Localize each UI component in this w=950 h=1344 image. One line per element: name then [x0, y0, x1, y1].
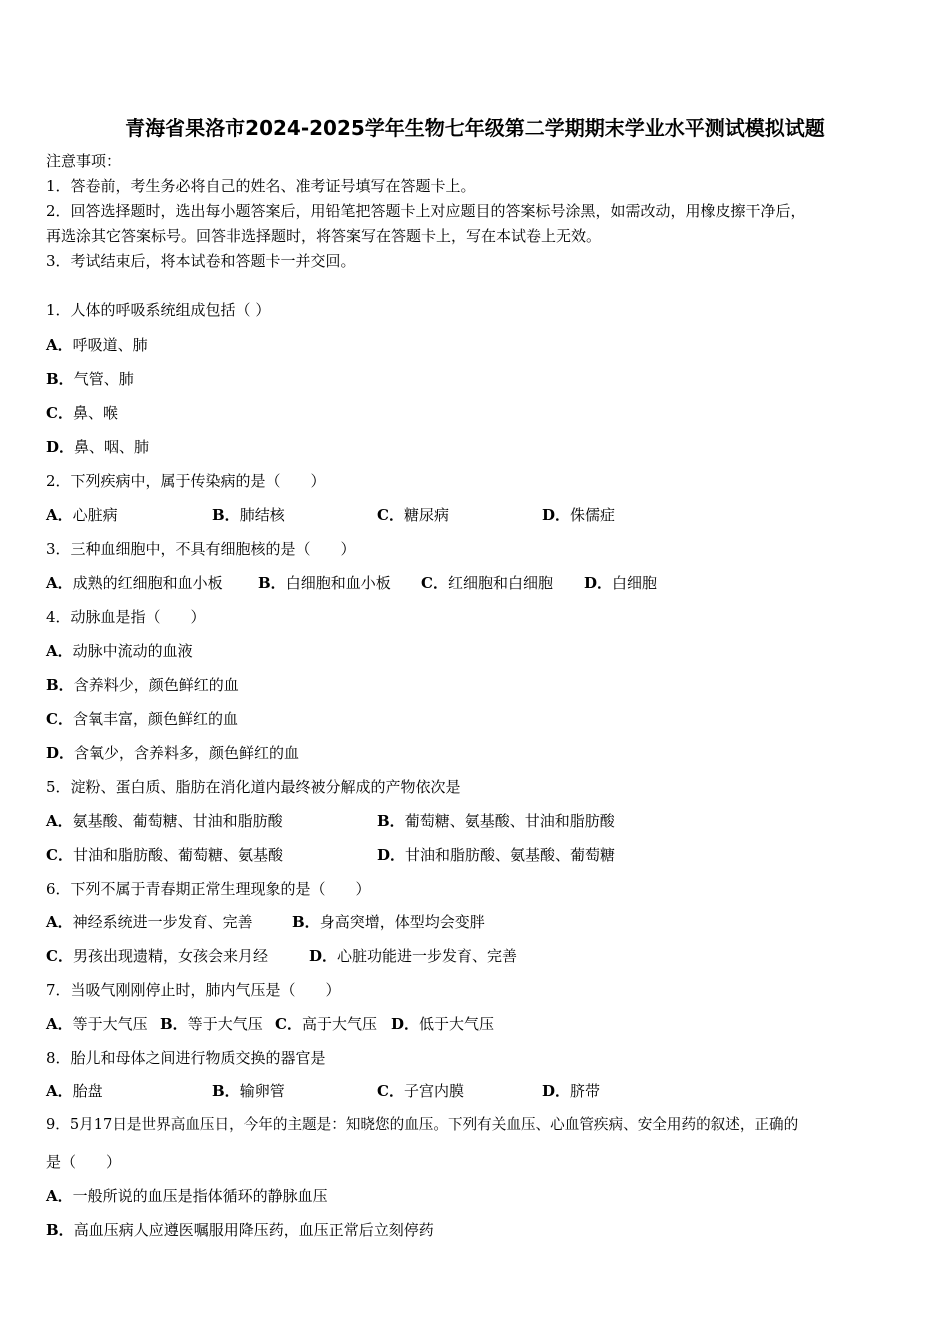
question-stem: 3．三种血细胞中，不具有细胞核的是（ ） [46, 540, 356, 558]
option-label: C． [377, 506, 404, 524]
option-label: C． [275, 1015, 302, 1033]
option-c [421, 574, 553, 592]
question-stem: 7．当吸气刚刚停止时，肺内气压是（ ） [46, 981, 341, 999]
option-text: 红细胞和白细胞 [447, 574, 553, 592]
option-b [46, 370, 134, 388]
option-a [46, 913, 253, 931]
option-c [46, 947, 268, 965]
option-label: C． [421, 574, 448, 592]
option-d [46, 438, 149, 456]
option-label: B． [292, 913, 320, 931]
option-label: B． [46, 1221, 74, 1239]
option-label: C． [46, 404, 73, 422]
option-text: 白细胞和血小板 [285, 574, 391, 592]
option-text: 动脉中流动的血液 [72, 642, 193, 660]
option-b [46, 1221, 434, 1239]
option-c [46, 710, 238, 728]
option-label: D． [542, 1082, 571, 1100]
option-label: A． [46, 812, 73, 830]
option-label: B． [46, 676, 74, 694]
option-text: 氨基酸、葡萄糖、甘油和脂肪酸 [72, 812, 283, 830]
notice-heading: 注意事项： [46, 152, 122, 170]
option-a [46, 574, 223, 592]
option-text: 甘油和脂肪酸、氨基酸、葡萄糖 [405, 846, 616, 864]
option-a [46, 1187, 328, 1205]
option-label: C． [377, 1082, 404, 1100]
option-label: A． [46, 1015, 73, 1033]
option-c [275, 1015, 377, 1033]
option-text: 糖尿病 [403, 506, 449, 524]
option-text: 葡萄糖、氨基酸、甘油和脂肪酸 [404, 812, 615, 830]
option-text: 脐带 [570, 1082, 601, 1100]
notice-item: 2．回答选择题时，选出每小题答案后，用铅笔把答题卡上对应题目的答案标号涂黑，如需改动，用橡皮擦干净后， [46, 202, 806, 220]
option-text: 身高突增，体型均会变胖 [319, 913, 485, 931]
option-label: C． [46, 846, 73, 864]
option-text: 鼻、喉 [72, 404, 118, 422]
option-a [46, 812, 283, 830]
option-text: 含氧丰富，颜色鲜红的血 [72, 710, 238, 728]
option-label: B． [212, 506, 240, 524]
question-stem: 1．人体的呼吸系统组成包括（ ） [46, 301, 271, 319]
option-text: 含氧少，含养料多，颜色鲜红的血 [74, 744, 300, 762]
option-text: 肺结核 [239, 506, 285, 524]
option-d [391, 1015, 494, 1033]
option-a [46, 642, 193, 660]
option-a [46, 506, 118, 524]
option-c [377, 506, 449, 524]
option-label: B． [212, 1082, 240, 1100]
option-label: D． [542, 506, 571, 524]
option-text: 心脏功能进一步发育、完善 [337, 947, 518, 965]
option-label: A． [46, 574, 73, 592]
option-d [584, 574, 657, 592]
option-text: 心脏病 [72, 506, 118, 524]
option-label: A． [46, 1082, 73, 1100]
option-label: A． [46, 1187, 73, 1205]
option-a [46, 1082, 103, 1100]
option-label: D． [309, 947, 338, 965]
option-text: 白细胞 [612, 574, 658, 592]
option-b [377, 812, 615, 830]
option-text: 高血压病人应遵医嘱服用降压药，血压正常后立刻停药 [73, 1221, 434, 1239]
option-a [46, 336, 148, 354]
option-text: 鼻、咽、肺 [74, 438, 150, 456]
option-label: C． [46, 710, 73, 728]
option-text: 低于大气压 [419, 1015, 495, 1033]
option-text: 神经系统进一步发育、完善 [72, 913, 253, 931]
option-label: B． [46, 370, 74, 388]
question-stem-continued: 是（ ） [46, 1153, 122, 1171]
option-b [292, 913, 485, 931]
option-text: 胎盘 [72, 1082, 103, 1100]
notice-item: 3．考试结束后，将本试卷和答题卡一并交回。 [46, 252, 356, 270]
page-title: 青海省果洛市2024-2025学年生物七年级第二学期期末学业水平测试模拟试题 [125, 116, 825, 140]
option-label: A． [46, 642, 73, 660]
option-text: 气管、肺 [73, 370, 134, 388]
question-stem: 5．淀粉、蛋白质、脂肪在消化道内最终被分解成的产物依次是 [46, 778, 461, 796]
option-b [258, 574, 391, 592]
option-label: D． [377, 846, 406, 864]
option-b [212, 506, 285, 524]
question-stem: 2．下列疾病中，属于传染病的是（ ） [46, 472, 326, 490]
option-text: 男孩出现遗精，女孩会来月经 [72, 947, 268, 965]
question-stem: 8．胎儿和母体之间进行物质交换的器官是 [46, 1049, 326, 1067]
option-label: C． [46, 947, 73, 965]
option-d [377, 846, 615, 864]
option-text: 含养料少，颜色鲜红的血 [73, 676, 239, 694]
option-label: A． [46, 913, 73, 931]
option-label: B． [258, 574, 286, 592]
notice-item: 再选涂其它答案标号。回答非选择题时，将答案写在答题卡上，写在本试卷上无效。 [46, 227, 602, 245]
option-label: D． [46, 438, 75, 456]
option-label: D． [46, 744, 75, 762]
option-text: 等于大气压 [72, 1015, 148, 1033]
option-text: 等于大气压 [187, 1015, 263, 1033]
option-b [212, 1082, 285, 1100]
option-c [46, 404, 118, 422]
question-stem: 4．动脉血是指（ ） [46, 608, 206, 626]
option-d [542, 1082, 600, 1100]
option-b [160, 1015, 263, 1033]
option-d [309, 947, 517, 965]
question-stem: 6．下列不属于青春期正常生理现象的是（ ） [46, 880, 371, 898]
option-text: 呼吸道、肺 [72, 336, 148, 354]
option-label: D． [391, 1015, 420, 1033]
option-a [46, 1015, 148, 1033]
option-label: A． [46, 336, 73, 354]
option-d [542, 506, 615, 524]
notice-item: 1．答卷前，考生务必将自己的姓名、准考证号填写在答题卡上。 [46, 177, 476, 195]
option-label: D． [584, 574, 613, 592]
option-d [46, 744, 299, 762]
option-label: A． [46, 506, 73, 524]
question-stem: 9．5月17日是世界高血压日，今年的主题是：知晓您的血压。下列有关血压、心血管疾病、安全用药的叙述，正确的 [46, 1116, 799, 1133]
option-text: 侏儒症 [570, 506, 616, 524]
option-text: 一般所说的血压是指体循环的静脉血压 [72, 1187, 328, 1205]
option-c [377, 1082, 464, 1100]
option-text: 子宫内膜 [403, 1082, 464, 1100]
option-text: 高于大气压 [301, 1015, 377, 1033]
option-text: 成熟的红细胞和血小板 [72, 574, 223, 592]
option-b [46, 676, 239, 694]
option-text: 甘油和脂肪酸、葡萄糖、氨基酸 [72, 846, 283, 864]
option-label: B． [377, 812, 405, 830]
option-label: B． [160, 1015, 188, 1033]
option-c [46, 846, 283, 864]
option-text: 输卵管 [239, 1082, 285, 1100]
